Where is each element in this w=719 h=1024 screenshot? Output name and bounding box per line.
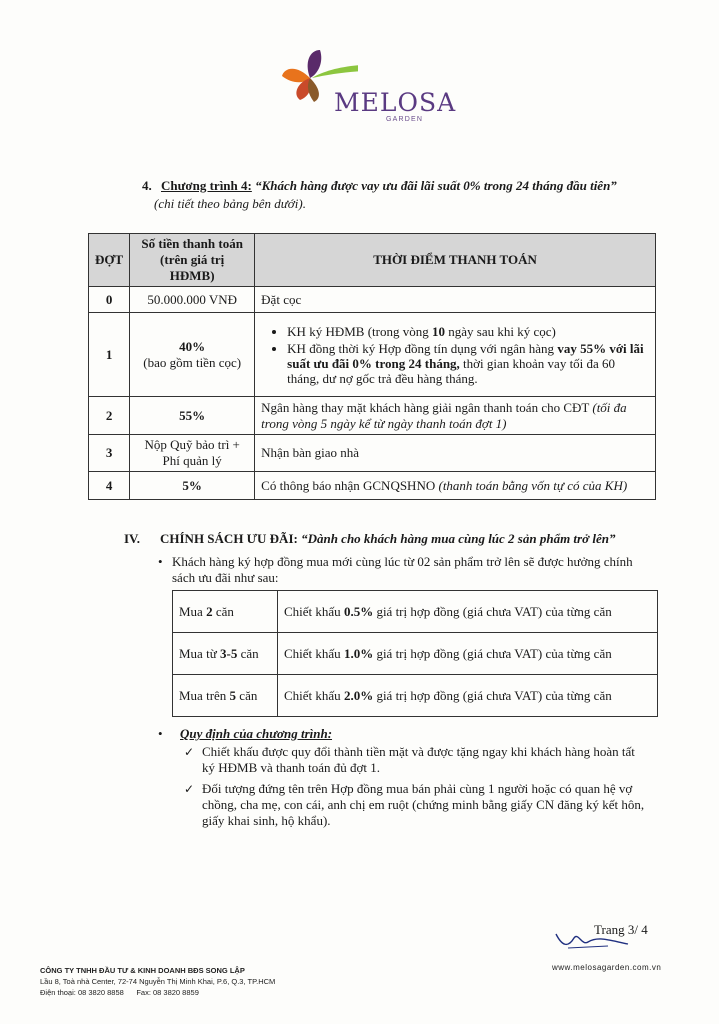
page-number: Trang 3/ 4 [594,922,648,937]
section4-number: IV. [124,531,141,546]
qty-cell: Mua từ 3-5 căn [173,633,278,675]
logo-wordmark: MELOSA [334,88,457,117]
header-amount-line2: (trên giá trị HĐMB) [160,252,225,283]
bullet-icon: • [158,554,163,569]
qty-cell: Mua trên 5 căn [173,675,278,717]
row-dot: 2 [89,397,130,435]
row-dot: 1 [89,313,130,397]
melosa-logo [278,44,468,124]
row-amount: 55% [130,397,255,435]
header-amount-line1: Số tiền thanh toán [141,236,243,251]
bullet-icon: • [158,726,163,741]
row-dot: 4 [89,472,130,500]
table-row [173,633,658,675]
program4-title: “Khách hàng được vay ưu đãi lãi suất 0% trong 24 tháng đầu tiên” [255,178,617,193]
list-item: • KH đồng thời ký Hợp đồng tín dụng với ngân hàng vay 55% với lãi suất ưu đãi 0% trong 24 tháng, thời gian khoản vay tối đa 60 tháng, dư nợ gốc trả đều hàng tháng. [287,341,649,386]
row-amount-note: (bao gồm tiền cọc) [143,354,242,370]
table-row [89,435,656,472]
program4-number: 4. [142,178,152,193]
table-row [89,397,656,435]
row-time: Đặt cọc [255,287,656,313]
table-row [89,313,656,397]
footer-phone: Điện thoại: 08 3820 8858 Fax: 08 3820 8859 [40,988,199,997]
checkmark-icon: ✓ [184,745,195,759]
footer-website: www.melosagarden.com.vn [552,963,662,972]
payment-table [88,233,656,500]
row-amount-value: 40% [179,338,206,354]
section4-title: “Dành cho khách hàng mua cùng lúc 2 sản phẩm trở lên” [301,531,616,546]
checkmark-icon: ✓ [184,782,195,796]
table-header-row [89,234,656,287]
list-item: • KH ký HĐMB (trong vòng 10 ngày sau khi ký cọc) [287,324,649,339]
discount-cell: Chiết khấu 2.0% giá trị hợp đồng (giá chưa VAT) của từng căn [278,675,658,717]
footer-address: Lầu 8, Toà nhà Center, 72-74 Nguyễn Thị Minh Khai, P.6, Q.3, TP.HCM [40,977,276,986]
discount-cell: Chiết khấu 0.5% giá trị hợp đồng (giá chưa VAT) của từng căn [278,591,658,633]
table-row [89,472,656,500]
row-amount: 50.000.000 VNĐ [130,287,255,313]
header-time: THỜI ĐIỂM THANH TOÁN [255,234,656,287]
section4-intro: Khách hàng ký hợp đồng mua mới cùng lúc từ 02 sản phẩm trở lên sẽ được hưởng chính sách ưu đãi như sau: [172,554,633,585]
row-amount: 5% [130,472,255,500]
rule-item: Đối tượng đứng tên trên Hợp đồng mua bán phải cùng 1 người hoặc có quan hệ vợ chồng, cha mẹ, con cái, anh chị em ruột (chứng minh bằng giấy CN đăng ký kết hôn, giấy khai sinh, hộ khẩu). [202,781,645,828]
discount-table [172,590,658,717]
section4-heading [160,531,660,547]
row-time: Có thông báo nhận GCNQSHNO (thanh toán bằng vốn tự có của KH) [255,472,656,500]
table-row [173,591,658,633]
logo-subtitle: GARDEN [386,116,424,123]
row-amount [130,313,255,397]
header-dot: ĐỢT [89,234,130,287]
rule-item: Chiết khấu được quy đổi thành tiền mặt và được tặng ngay khi khách hàng hoàn tất ký HĐMB và thanh toán đủ đợt 1. [202,744,635,775]
rules-title: Quy định của chương trình: [180,726,333,741]
row-time [255,313,656,397]
section4-label: CHÍNH SÁCH ƯU ĐÃI: [160,531,298,546]
program4-heading [142,178,662,194]
row-time: Ngân hàng thay mặt khách hàng giải ngân thanh toán cho CĐT (tối đa trong vòng 5 ngày kể từ ngày thanh toán đợt 1) [255,397,656,435]
qty-cell: Mua 2 căn [173,591,278,633]
row-time: Nhận bàn giao nhà [255,435,656,472]
footer-company: CÔNG TY TNHH ĐẦU TƯ & KINH DOANH BĐS SONG LẬP [40,966,245,975]
header-amount [130,234,255,287]
program4-note: (chi tiết theo bảng bên dưới). [154,196,306,211]
program4-label: Chương trình 4: [161,178,252,193]
table-row [173,675,658,717]
row-dot: 3 [89,435,130,472]
discount-cell: Chiết khấu 1.0% giá trị hợp đồng (giá chưa VAT) của từng căn [278,633,658,675]
table-row [89,287,656,313]
row-dot: 0 [89,287,130,313]
row-amount: Nộp Quỹ bảo trì + Phí quản lý [130,435,255,472]
